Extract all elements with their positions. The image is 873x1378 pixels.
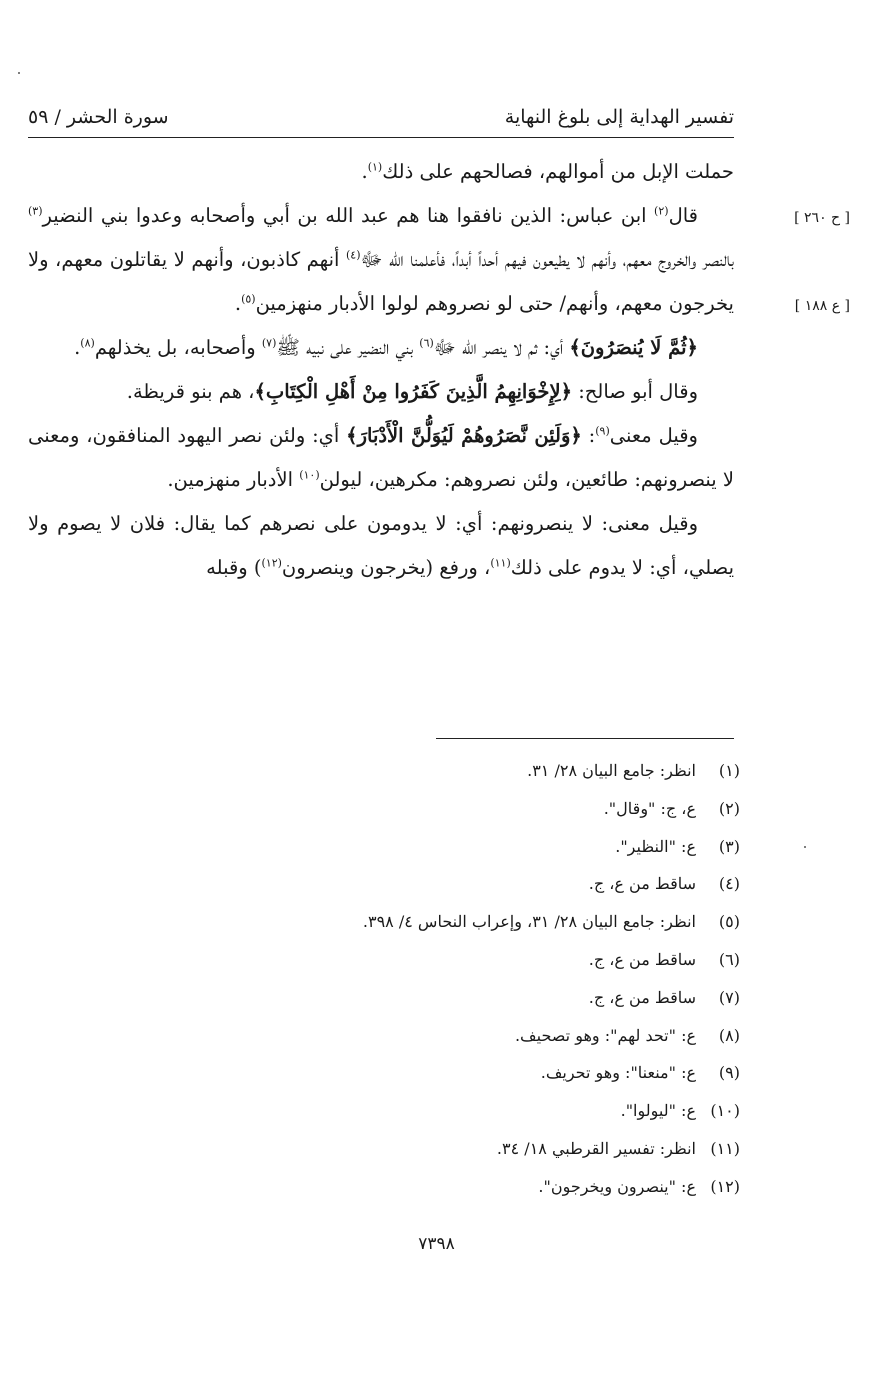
footnote [180, 979, 740, 1017]
footnote-number: (٩) [718, 1063, 740, 1083]
footnote-text: ع: "تحد لهم": وهو تصحيف. [514, 1025, 696, 1045]
header-rule [28, 137, 734, 138]
footnote-number: (٧) [718, 987, 740, 1007]
text-run: أنهم كاذبون، وأنهم لا يقاتلون معهم، ولا يخرجون معهم، وأنهم/ حتى لو نصروهم لولوا الأدبار منهزمين [28, 248, 734, 315]
footnote [180, 903, 740, 941]
footnote-ref: (٦) [419, 336, 434, 350]
footnote-number: (١) [718, 761, 740, 780]
footnote-ref: (٧) [261, 336, 277, 350]
text-run: قال [668, 204, 698, 227]
text-run: : [581, 424, 596, 447]
footnote-ref: (٣) [28, 204, 43, 218]
text-run: ابن عباس: الذين نافقوا هنا هم عبد الله بن أبي وأصحابه وعدوا بني النضير [42, 204, 655, 227]
quran-quote: ﴿لِإِخْوَانِهِمُ الَّذِينَ كَفَرُوا مِنْ أَهْلِ الْكِتَابِ﴾ [254, 380, 573, 403]
footnote [180, 752, 740, 790]
footnote-ref: (٨) [80, 336, 95, 350]
footnote-ref: (٢) [654, 204, 669, 218]
paragraph [28, 502, 734, 590]
scan-speck [804, 846, 806, 848]
footnote-number: (٢) [718, 798, 740, 818]
text-run: ، هم بنو قريظة. [126, 380, 255, 403]
text-run: ، ورفع (يخرجون وينصرون [281, 556, 491, 579]
text-run: بالنصر والخروج معهم، وأنهم لا يطيعون فيهم أحداً أبداً، فأعلمنا الله ﷻ [360, 248, 734, 271]
quran-quote: ﴿ثُمَّ لَا يُنصَرُونَ﴾ [569, 336, 698, 359]
footnote-text: ساقط من ع، ج. [588, 987, 696, 1007]
footnote-number: (٥) [718, 912, 740, 932]
footnote-number: (٤) [718, 874, 740, 894]
footnote-number: (٨) [718, 1025, 740, 1045]
text-run: وأصحابه، بل يخذلهم [94, 336, 262, 359]
book-title: تفسير الهداية إلى بلوغ النهاية [504, 106, 734, 128]
footnote-text: انظر: جامع البيان ٢٨/ ٣١. [527, 761, 696, 780]
text-run: أي: ثم لا ينصر الله ﷻ [433, 336, 570, 359]
footnote [180, 1092, 740, 1130]
surah-page-label: سورة الحشر / ٥٩ [28, 106, 169, 128]
text-run: . [234, 292, 242, 315]
text-run: بني النضير على نبيه ﷺ [276, 336, 420, 359]
footnote-text: ع: "ليولوا". [620, 1101, 696, 1121]
footnote-text: انظر: تفسير القرطبي ١٨/ ٣٤. [496, 1138, 696, 1158]
footnote-ref: (٩) [595, 424, 610, 438]
paragraph [28, 150, 734, 194]
text-run: ) وقبله [206, 556, 262, 579]
text-run: وقيل معنى: لا ينصرونهم: أي: لا يدومون على نصرهم كما يقال: فلان لا يصوم ولا يصلي، أي: لا يدوم على ذلك [28, 512, 734, 579]
main-text [28, 150, 734, 590]
paragraph [28, 326, 734, 370]
footnote [180, 1130, 740, 1168]
footnote-ref: (١) [367, 160, 383, 174]
footnote-separator [436, 738, 734, 739]
text-run: . [361, 160, 368, 183]
footnote [180, 1168, 740, 1206]
footnote-ref: (١١) [490, 556, 511, 570]
footnote-text: ساقط من ع، ج. [588, 949, 696, 969]
running-header [28, 88, 734, 128]
footnote [180, 865, 740, 903]
footnote-ref: (١٢) [261, 556, 282, 570]
footnote-ref: (٥) [241, 292, 256, 306]
paragraph [28, 414, 734, 502]
footnote [180, 941, 740, 979]
footnote-number: (٦) [718, 949, 740, 969]
quran-quote: ﴿وَلَئِن نَّصَرُوهُمْ لَيُوَلُّنَّ الْأَدْبَارَ﴾ [346, 424, 582, 447]
footnote-text: ع: "النظير". [615, 836, 696, 856]
footnote [180, 828, 740, 866]
paragraph [28, 370, 734, 414]
scan-speck [18, 72, 20, 74]
margin-note-manuscript-a: [ ع ١٨٨ ] [794, 298, 850, 314]
footnote-text: انظر: جامع البيان ٢٨/ ٣١، وإعراب النحاس ٤/ ٣٩٨. [362, 912, 696, 932]
footnote [180, 1054, 740, 1092]
footnote-ref: (١٠) [299, 468, 320, 482]
footnote-text: ع، ج: "وقال". [603, 798, 696, 818]
footnote-text: ع: "منعنا": وهو تحريف. [540, 1063, 696, 1083]
text-run: وقال أبو صالح: [572, 380, 698, 403]
text-run: وقيل معنى [609, 424, 698, 447]
footnote-number: (١٠) [710, 1101, 740, 1121]
footnote-number: (١١) [710, 1138, 740, 1158]
footnotes [180, 752, 740, 1206]
text-run: الأدبار منهزمين. [167, 468, 300, 491]
footnote-number: (٣) [718, 836, 740, 856]
footnote [180, 1017, 740, 1055]
footnote-text: ساقط من ع، ج. [588, 874, 696, 894]
footnote-number: (١٢) [710, 1176, 740, 1196]
text-run: أي: ولئن نصر اليهود المنافقون، ومعنى لا ينصرونهم: طائعين، ولئن نصروهم: مكرهين، ليولن [28, 424, 734, 491]
page-number: ٧٣٩٨ [418, 1234, 455, 1254]
text-run: . [74, 336, 81, 359]
footnote [180, 790, 740, 828]
margin-note-manuscript-h: [ ح ٢٦٠ ] [794, 210, 850, 226]
footnote-text: ع: "ينصرون ويخرجون". [538, 1176, 696, 1196]
footnote-ref: (٤) [346, 248, 361, 262]
text-run: حملت الإبل من أموالهم، فصالحهم على ذلك [382, 160, 734, 183]
paragraph [28, 194, 734, 326]
